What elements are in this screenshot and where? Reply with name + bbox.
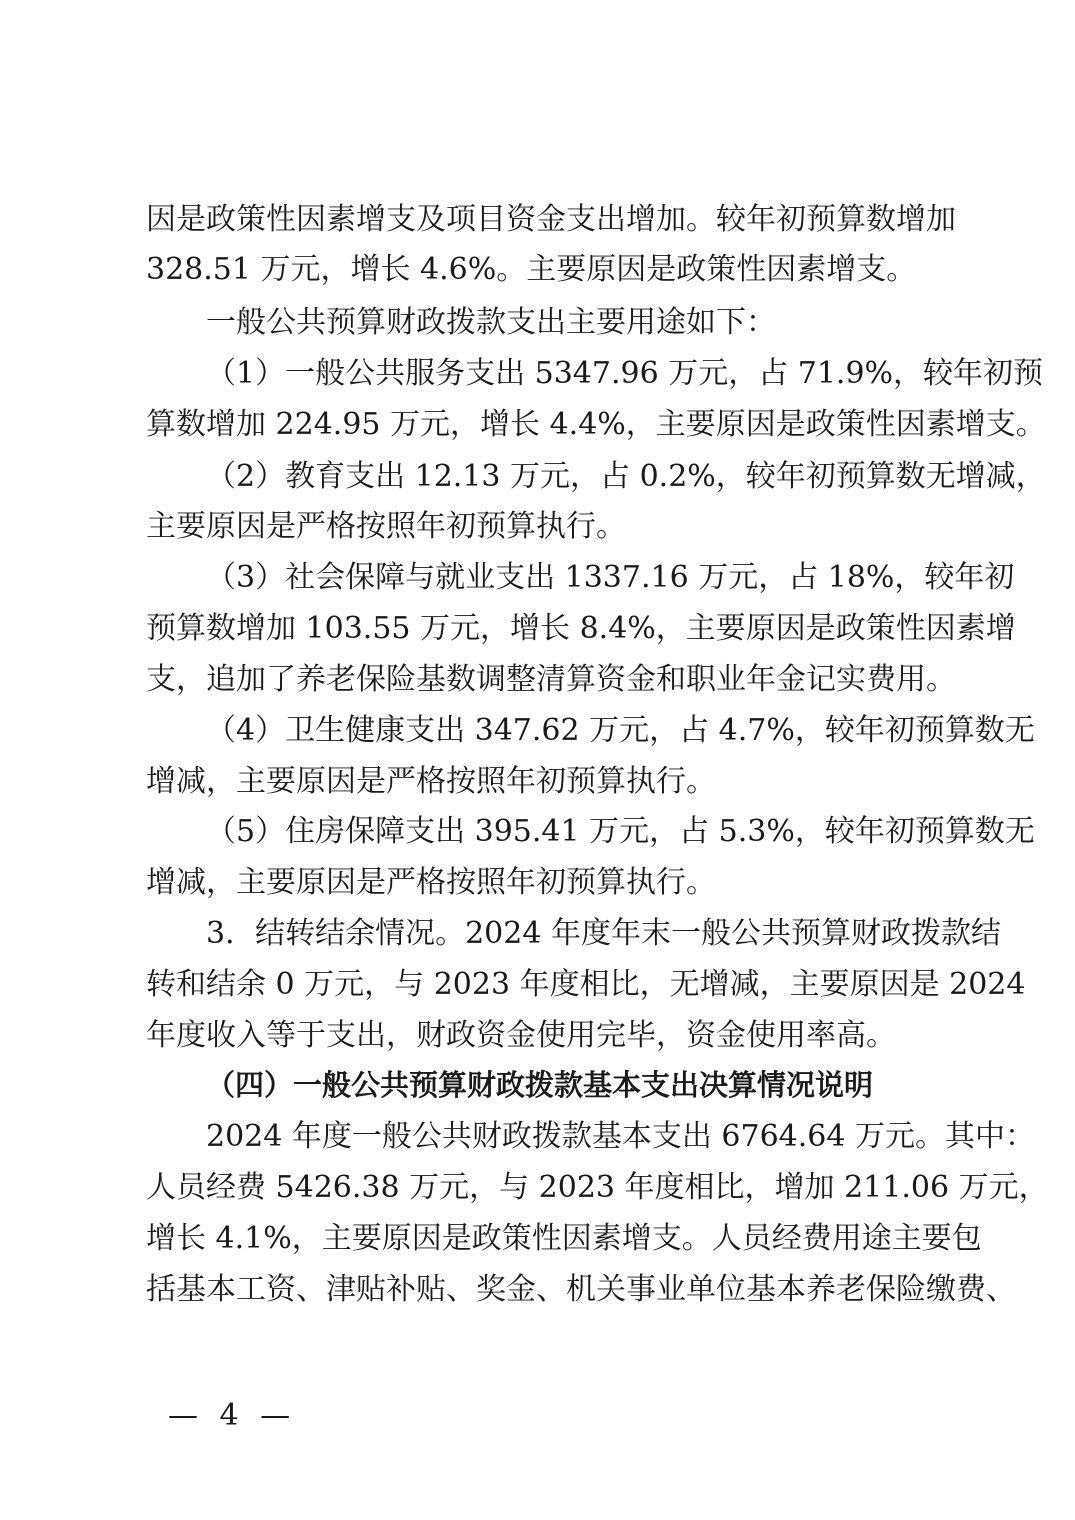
list-item-health: （4）卫生健康支出 347.62 万元，占 4.7%，较年初预算数无 (206, 713, 1035, 748)
body-text-line: 人员经费 5426.38 万元，与 2023 年度相比，增加 211.06 万元， (146, 1170, 1049, 1205)
list-item-education: （2）教育支出 12.13 万元，占 0.2%，较年初预算数无增减， (206, 459, 1046, 494)
body-text-line: 一般公共预算财政拨款支出主要用途如下： (206, 305, 776, 340)
body-text-line: 括基本工资、津贴补贴、奖金、机关事业单位基本养老保险缴费、 (146, 1272, 1016, 1307)
body-text-line: 转和结余 0 万元，与 2023 年度相比，无增减，主要原因是 2024 (146, 967, 1026, 1002)
body-text-line: 算数增加 224.95 万元，增长 4.4%，主要原因是政策性因素增支。 (146, 407, 1046, 442)
section-carryover: 3．结转结余情况。2024 年度年末一般公共预算财政拨款结 (206, 916, 1001, 951)
list-item-social-security: （3）社会保障与就业支出 1337.16 万元，占 18%，较年初 (206, 560, 1015, 595)
list-item-general-public-services: （1）一般公共服务支出 5347.96 万元，占 71.9%，较年初预 (206, 356, 1044, 391)
body-text-line: 328.51 万元，增长 4.6%。主要原因是政策性因素增支。 (146, 252, 917, 287)
body-text-line: 增长 4.1%，主要原因是政策性因素增支。人员经费用途主要包 (146, 1221, 982, 1256)
body-text-line: 增减，主要原因是严格按照年初预算执行。 (146, 764, 716, 799)
page-number: — 4 — (168, 1398, 297, 1433)
body-text-line: 主要原因是严格按照年初预算执行。 (146, 509, 626, 544)
section-heading: （四）一般公共预算财政拨款基本支出决算情况说明 (206, 1068, 874, 1102)
body-text-line: 2024 年度一般公共财政拨款基本支出 6764.64 万元。其中： (206, 1119, 1036, 1154)
body-text-line: 年度收入等于支出，财政资金使用完毕，资金使用率高。 (146, 1018, 896, 1053)
body-text-line: 增减，主要原因是严格按照年初预算执行。 (146, 865, 716, 900)
body-text-line: 支，追加了养老保险基数调整清算资金和职业年金记实费用。 (146, 662, 956, 697)
body-text-line: 因是政策性因素增支及项目资金支出增加。较年初预算数增加 (146, 202, 956, 237)
list-item-housing: （5）住房保障支出 395.41 万元，占 5.3%，较年初预算数无 (206, 814, 1035, 849)
body-text-line: 预算数增加 103.55 万元，增长 8.4%，主要原因是政策性因素增 (146, 611, 1016, 646)
